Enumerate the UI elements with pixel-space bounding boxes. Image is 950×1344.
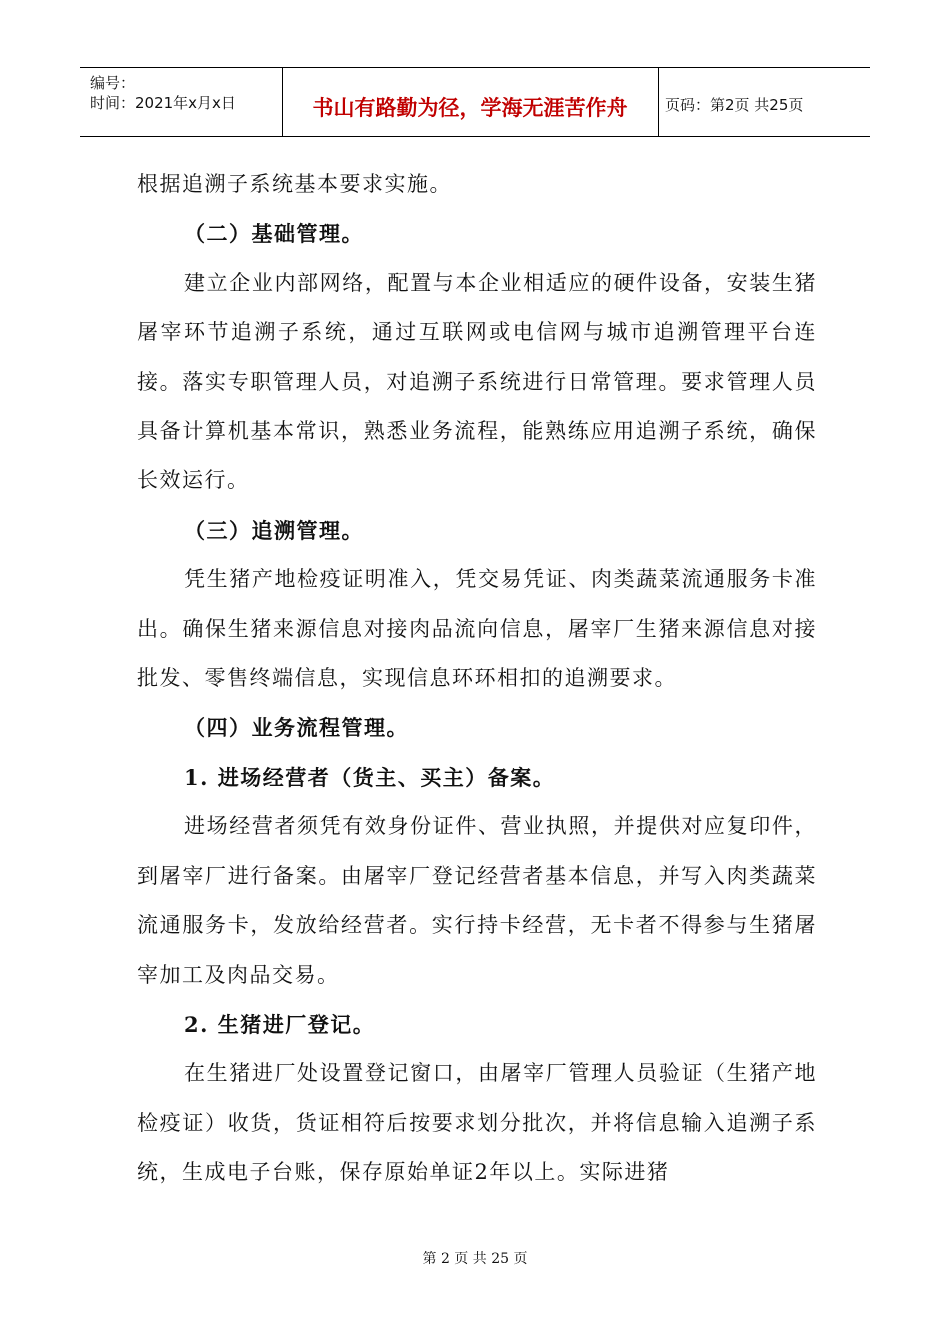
page-header <box>80 67 870 137</box>
header-motto-cell <box>282 68 659 136</box>
section-heading-process-management: （四）业务流程管理。 <box>184 715 409 741</box>
paragraph-3: 凭生猪产地检疫证明准入，凭交易凭证、肉类蔬菜流通服务卡准出。确保生猪来源信息对接肉品流向信息，屠宰厂生猪来源信息对接批发、零售终端信息，实现信息环环相扣的追溯要求。 <box>137 567 817 691</box>
paragraph-1: 根据追溯子系统基本要求实施。 <box>137 172 452 196</box>
paragraph-4: 进场经营者须凭有效身份证件、营业执照，并提供对应复印件，到屠宰厂进行备案。由屠宰厂登记经营者基本信息，并写入肉类蔬菜流通服务卡，发放给经营者。实行持卡经营，无卡者不得参与生猪屠宰加工及肉品交易。 <box>137 814 817 987</box>
page-footer: 第 2 页 共 25 页 <box>422 1251 528 1267</box>
document-time-label: 时间：2021年x月x日 <box>90 94 236 112</box>
subheading-pig-entry-registration: 2. 生猪进厂登记。 <box>184 1011 376 1037</box>
paragraph-5: 在生猪进厂处设置登记窗口，由屠宰厂管理人员验证（生猪产地检疫证）收货，货证相符后按要求划分批次，并将信息输入追溯子系统，生成电子台账，保存原始单证2年以上。实际进猪 <box>137 1061 817 1185</box>
document-number-label: 编号： <box>90 74 136 92</box>
header-page-code: 页码：第2页 共25页 <box>665 96 804 114</box>
document-body <box>137 160 817 1198</box>
header-motto: 书山有路勤为径，学海无涯苦作舟 <box>312 96 628 120</box>
header-info-cell <box>80 68 283 136</box>
section-heading-traceability-management: （三）追溯管理。 <box>184 517 364 543</box>
header-page-cell <box>659 68 870 136</box>
subheading-operator-registration: 1. 进场经营者（货主、买主）备案。 <box>184 764 556 790</box>
section-heading-basic-management: （二）基础管理。 <box>184 221 364 247</box>
paragraph-2: 建立企业内部网络，配置与本企业相适应的硬件设备，安装生猪屠宰环节追溯子系统，通过互联网或电信网与城市追溯管理平台连接。落实专职管理人员，对追溯子系统进行日常管理。要求管理人员具备计算机基本常识，熟悉业务流程，能熟练应用追溯子系统，确保长效运行。 <box>137 270 817 493</box>
